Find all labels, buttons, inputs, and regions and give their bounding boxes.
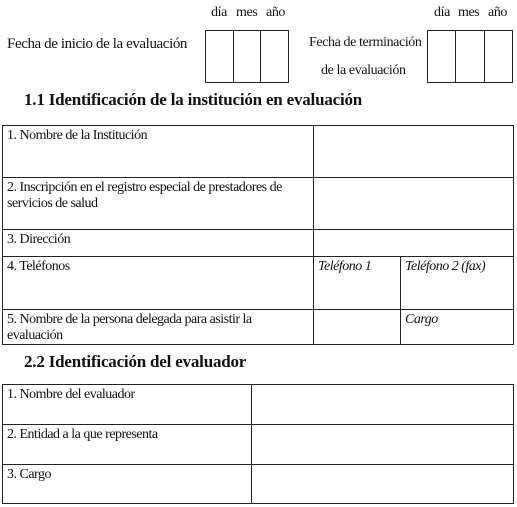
end-day-field[interactable] [428,31,455,82]
section1-title: 1.1 Identificación de la institución en evaluación [24,90,363,109]
phone1-field[interactable]: Teléfono 1 [314,257,401,310]
table-row [3,257,514,310]
start-date-label: Fecha de inicio de la evaluación [7,36,188,52]
table-row [3,178,514,230]
evaluator-name-field[interactable] [252,385,514,425]
institution-table [2,125,514,345]
day-col-label-end: día [434,5,450,20]
day-col-label-start: día [211,5,227,20]
delegate-label: 5. Nombre de la persona delegada para asistir la evaluación [3,310,314,345]
section2-title: 2.2 Identificación del evaluador [24,352,247,371]
end-date-label-line1: Fecha de terminación [309,35,422,50]
start-month-field[interactable] [233,31,261,82]
table-row [3,310,514,345]
year-col-label-start: año [266,5,286,20]
evaluator-cargo-field[interactable] [252,465,514,504]
phone2-fax-field[interactable]: Teléfono 2 (fax) [401,257,514,310]
institution-name-label: 1. Nombre de la Institución [3,126,314,178]
end-date-label-line2: de la evaluación [321,63,406,78]
end-year-field[interactable] [484,31,512,82]
registry-field[interactable] [314,178,514,230]
entity-field[interactable] [252,425,514,465]
delegate-name-field[interactable] [314,310,401,345]
start-day-field[interactable] [206,31,233,82]
table-row [3,425,514,465]
start-year-field[interactable] [260,31,288,82]
address-label: 3. Dirección [3,230,314,257]
phones-label: 4. Teléfonos [3,257,314,310]
delegate-cargo-field[interactable]: Cargo [401,310,514,345]
evaluator-name-label: 1. Nombre del evaluador [3,385,252,425]
institution-name-field[interactable] [314,126,514,178]
entity-label: 2. Entidad a la que representa [3,425,252,465]
table-row [3,230,514,257]
evaluator-table [2,384,514,504]
month-col-label-end: mes [458,5,480,20]
table-row [3,385,514,425]
evaluator-cargo-label: 3. Cargo [3,465,252,504]
month-col-label-start: mes [236,5,258,20]
table-row [3,465,514,504]
table-row [3,126,514,178]
end-date-boxes [427,30,513,83]
registry-label: 2. Inscripción en el registro especial de prestadores de servicios de salud [3,178,314,230]
address-field[interactable] [314,230,514,257]
start-date-boxes [205,30,289,83]
year-col-label-end: año [488,5,508,20]
end-month-field[interactable] [455,31,483,82]
